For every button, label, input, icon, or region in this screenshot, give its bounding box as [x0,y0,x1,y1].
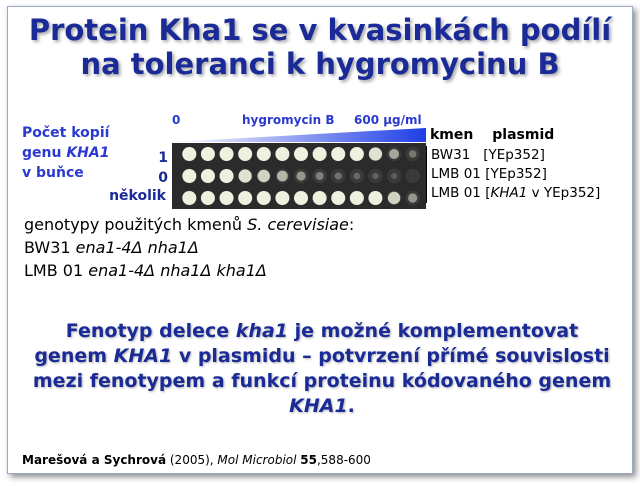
yeast-colony [296,171,305,180]
genotypes-heading-text: genotypy použitých kmenů [24,215,248,234]
citation [22,453,371,467]
copy-label-line-1: Počet kopií [22,125,110,141]
gradient-end-label: 600 μg/ml [354,113,422,127]
yeast-colony [409,150,417,158]
hygromycin-gradient-wedge [172,128,426,142]
title-line-1: Protein Kha1 se v kvasinkách podílí [28,13,612,47]
yeast-colony [372,173,378,179]
slide [7,6,633,474]
genotype-row [24,236,354,259]
copy-row-label-2: 0 [158,170,168,186]
genotypes-heading-colon: : [348,215,355,234]
citation-volume: 55 [300,453,317,467]
genotype-alleles: ena1-4Δ nha1Δ kha1Δ [88,261,267,280]
genotype-row [24,259,354,282]
yeast-colony [275,191,289,205]
yeast-colony [257,191,271,205]
strain-plasmid: [YEp352] [483,147,545,163]
strain-row [431,184,600,203]
yeast-colony [369,147,382,160]
genotype-strain: LMB 01 [24,261,89,280]
slide-title [8,13,632,81]
yeast-colony [316,172,324,180]
yeast-colony [294,191,308,205]
conclusion-text [28,319,616,419]
strain-column-header: kmen [430,127,474,143]
yeast-colony [368,191,382,205]
genotypes-heading [24,213,354,236]
gradient-start-label: 0 [172,113,181,127]
yeast-colony [182,169,196,183]
yeast-colony [220,147,234,161]
conclusion-gene-1: kha1 [235,320,289,342]
yeast-colony [277,171,288,182]
citation-journal: Mol Microbiol [217,453,297,467]
gradient-drug-label: hygromycin B [242,113,335,127]
yeast-colony [350,147,364,161]
conclusion-part-4: . [347,395,355,417]
copy-number-label [22,123,109,183]
yeast-colony [313,147,327,161]
strain-plasmid-close: v YEp352] [527,185,601,201]
yeast-colony [389,149,399,159]
strain-row [431,146,600,165]
plasmid-column-header: plasmid [492,127,555,143]
yeast-colony [388,192,400,204]
yeast-colony [275,147,289,161]
copy-label-gene: KHA1 [66,145,110,161]
copy-label-line-2 [22,143,109,163]
strain-name: LMB 01 [431,166,481,182]
plate-well [405,169,419,183]
copy-label-line-3: v buňce [22,165,84,181]
yeast-colony [353,173,360,180]
yeast-colony [239,169,252,182]
conclusion-gene-2: KHA1 [113,345,173,367]
yeast-colony [201,191,215,205]
yeast-colony [294,147,308,161]
yeast-colony [335,172,342,179]
citation-year: (2005), [166,453,218,467]
strain-table-header [430,127,568,143]
conclusion-part-1: Fenotyp delece [65,320,236,342]
agar-plate-image [172,143,426,209]
yeast-colony [220,191,234,205]
title-line-2: na toleranci k hygromycinu B [80,47,560,81]
citation-authors: Marešová a Sychrová [22,453,167,467]
genotypes-block [24,213,354,282]
strain-table [426,146,600,203]
yeast-colony [331,147,345,161]
strain-name: BW31 [431,147,471,163]
conclusion-part-2: je možné komplementovat genem [34,320,579,367]
yeast-colony [238,147,252,161]
conclusion-gene-3: KHA1 [289,395,348,417]
strain-plasmid: [YEp352] [485,166,547,182]
copy-row-label-1: 1 [158,150,168,166]
copy-label-gene-prefix: genu [22,145,67,161]
strain-plasmid-open: [ [485,185,491,201]
genotype-alleles: ena1-4Δ nha1Δ [75,238,199,257]
yeast-colony [313,191,327,205]
yeast-colony [408,193,417,202]
genotype-strain: BW31 [24,238,76,257]
yeast-colony [238,191,252,205]
species-name: S. cerevisiae [247,215,349,234]
strain-name: LMB 01 [431,185,481,201]
yeast-colony [201,147,215,161]
strain-row [431,165,600,184]
citation-pages: ,588-600 [316,453,371,467]
yeast-colony [220,169,234,183]
yeast-colony [391,173,397,179]
yeast-colony [258,170,270,182]
strain-plasmid-gene: KHA1 [490,185,528,201]
yeast-colony [257,147,271,161]
copy-row-label-3: několik [109,188,166,204]
yeast-colony [331,191,345,205]
yeast-colony [182,147,196,161]
yeast-colony [350,191,364,205]
yeast-colony [182,191,196,205]
yeast-colony [201,169,215,183]
conclusion-part-3: v plasmidu – potvrzení přímé souvislosti mezi fenotypem a funkcí proteinu kódovaného genem [32,345,612,392]
